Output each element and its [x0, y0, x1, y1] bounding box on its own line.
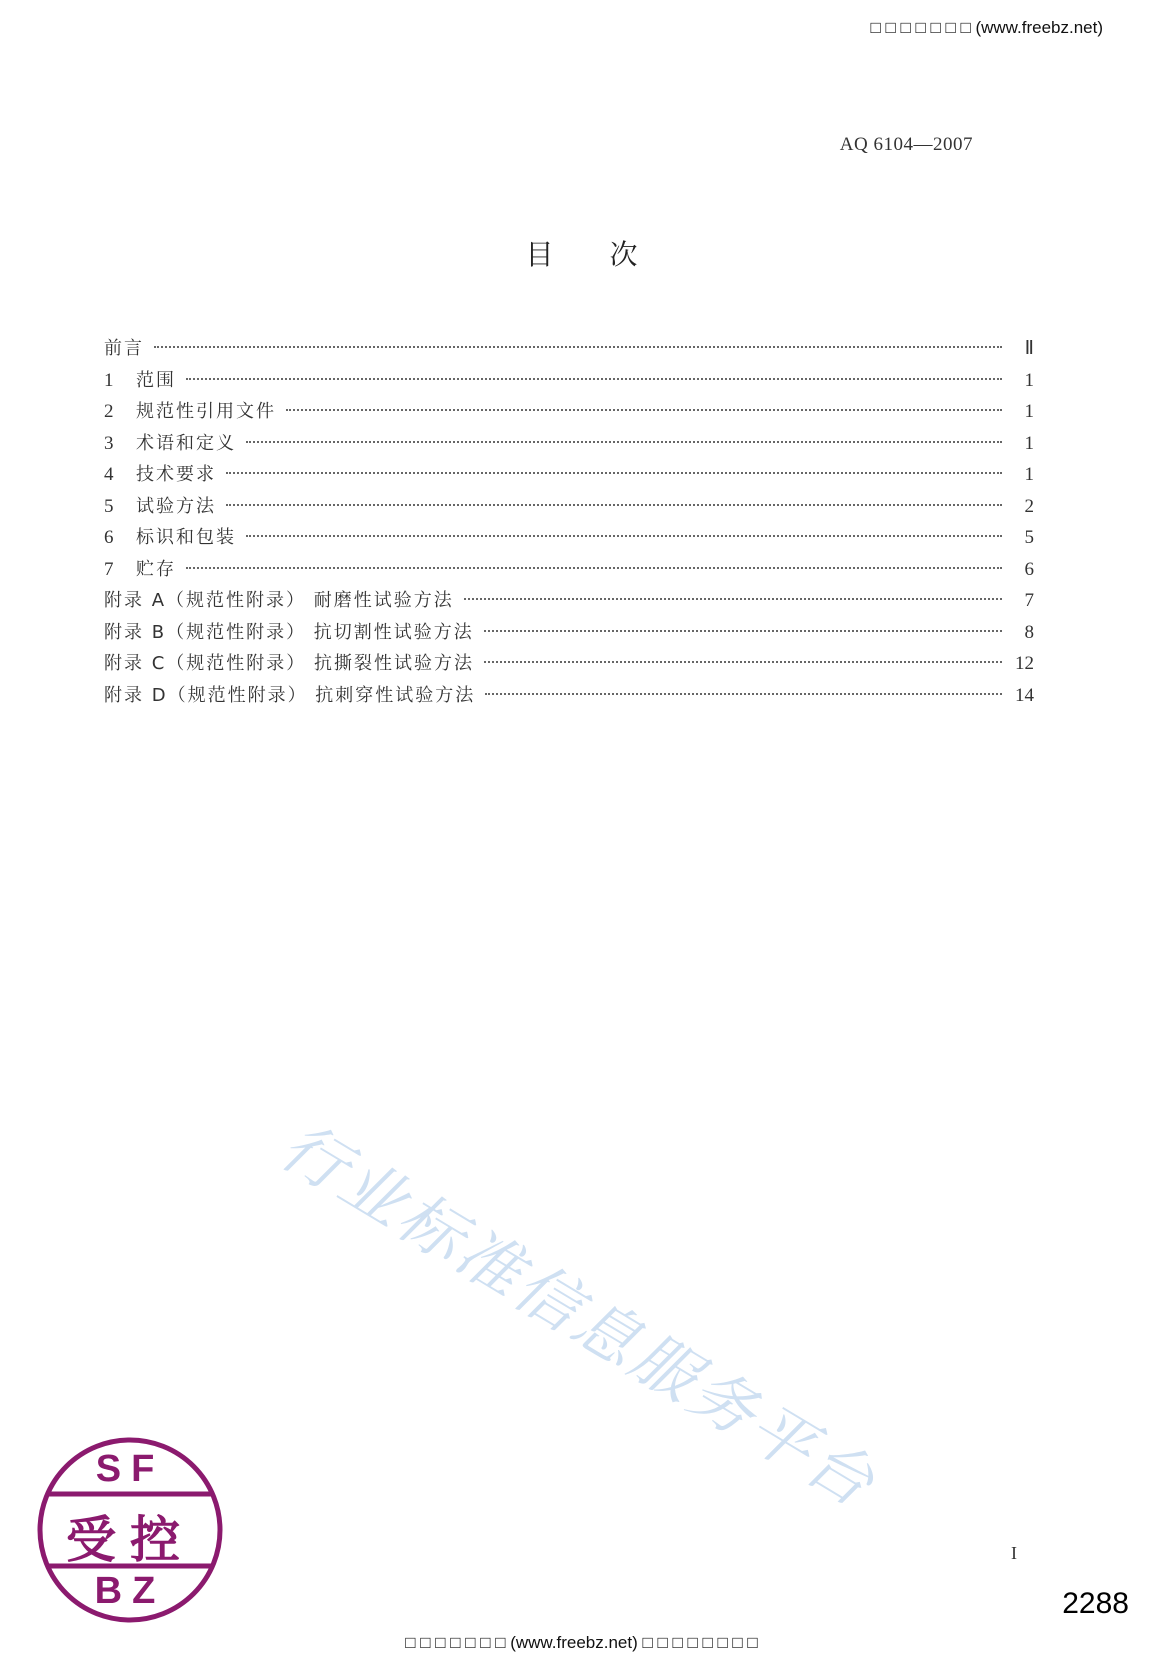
toc-entry-label: 术语和定义	[136, 432, 236, 454]
toc-entry-number: 4	[104, 464, 114, 485]
toc-entry-page: 6	[1024, 558, 1034, 580]
toc-leader-dots	[286, 409, 1002, 411]
toc-leader-dots	[186, 378, 1002, 380]
toc-entry-page: 7	[1024, 590, 1034, 611]
toc-entry-page: 1	[1024, 432, 1034, 454]
bottom-banner: □ □ □ □ □ □ □ (www.freebz.net) □ □ □ □ □ □ □ □	[405, 1633, 758, 1652]
toc-entry	[104, 334, 1034, 366]
toc-entry	[104, 523, 1034, 555]
document-number: AQ 6104—2007	[839, 134, 973, 155]
toc-entry	[104, 460, 1034, 492]
toc-entry-label: 附录 D（规范性附录） 抗刺穿性试验方法	[104, 684, 476, 706]
toc-leader-dots	[464, 598, 1002, 600]
toc-leader-dots	[186, 567, 1002, 569]
toc-entry-page: 5	[1024, 527, 1034, 548]
toc-entry-number: 7	[104, 558, 114, 580]
control-stamp	[34, 1434, 226, 1626]
toc-entry-number: 2	[104, 401, 114, 422]
toc-entry-label: 技术要求	[136, 464, 216, 485]
toc-entry	[104, 366, 1034, 398]
toc-entry-page: 8	[1024, 621, 1034, 643]
toc-entry-label: 规范性引用文件	[136, 401, 276, 422]
stamp-middle-text: 受控	[66, 1510, 194, 1569]
toc-entry	[104, 649, 1034, 681]
stamp-top-text: SF	[95, 1448, 165, 1490]
watermark-text: 行业标准信息服务平台	[267, 1109, 889, 1524]
toc-entry-label: 贮存	[136, 558, 176, 580]
toc-entry-page: 2	[1024, 495, 1034, 517]
toc-entry-page: 1	[1024, 401, 1034, 422]
toc-entry-page: 14	[1015, 684, 1034, 706]
toc-entry-page: Ⅱ	[1024, 338, 1034, 359]
toc-leader-dots	[485, 693, 1002, 695]
toc-leader-dots	[246, 441, 1002, 443]
toc-entry	[104, 397, 1034, 429]
toc-entry-number: 1	[104, 369, 114, 391]
toc-entry-number: 6	[104, 527, 114, 548]
toc-entry	[104, 555, 1034, 587]
toc-entry-page: 1	[1024, 464, 1034, 485]
toc-entry	[104, 681, 1034, 713]
toc-entry	[104, 618, 1034, 650]
toc-entry-label: 前言	[104, 338, 144, 359]
toc-entry-label: 附录 C（规范性附录） 抗撕裂性试验方法	[104, 653, 475, 674]
document-serial-number: 2288	[1062, 1587, 1129, 1620]
toc-leader-dots	[226, 504, 1002, 506]
toc-entry-page: 12	[1015, 653, 1034, 674]
top-banner: □ □ □ □ □ □ □ (www.freebz.net)	[870, 18, 1103, 37]
toc-entry	[104, 586, 1034, 618]
toc-leader-dots	[246, 535, 1002, 537]
toc-entry-label: 范围	[136, 369, 176, 391]
toc-leader-dots	[484, 630, 1002, 632]
toc-entry-page: 1	[1024, 369, 1034, 391]
toc-leader-dots	[154, 346, 1002, 348]
toc-entry	[104, 429, 1034, 461]
toc-leader-dots	[484, 661, 1002, 663]
toc-entry	[104, 492, 1034, 524]
toc-entry-label: 附录 A（规范性附录） 耐磨性试验方法	[104, 590, 454, 611]
toc-entry-number: 3	[104, 432, 114, 454]
toc-title: 目次	[525, 238, 694, 271]
toc-entry-number: 5	[104, 495, 114, 517]
toc-entry-label: 标识和包装	[136, 527, 236, 548]
toc-entry-label: 附录 B（规范性附录） 抗切割性试验方法	[104, 621, 474, 643]
toc-leader-dots	[226, 472, 1002, 474]
toc-entry-label: 试验方法	[136, 495, 216, 517]
table-of-contents	[104, 334, 1034, 712]
stamp-bottom-text: BZ	[94, 1570, 166, 1612]
page-number-roman: I	[1011, 1543, 1017, 1563]
